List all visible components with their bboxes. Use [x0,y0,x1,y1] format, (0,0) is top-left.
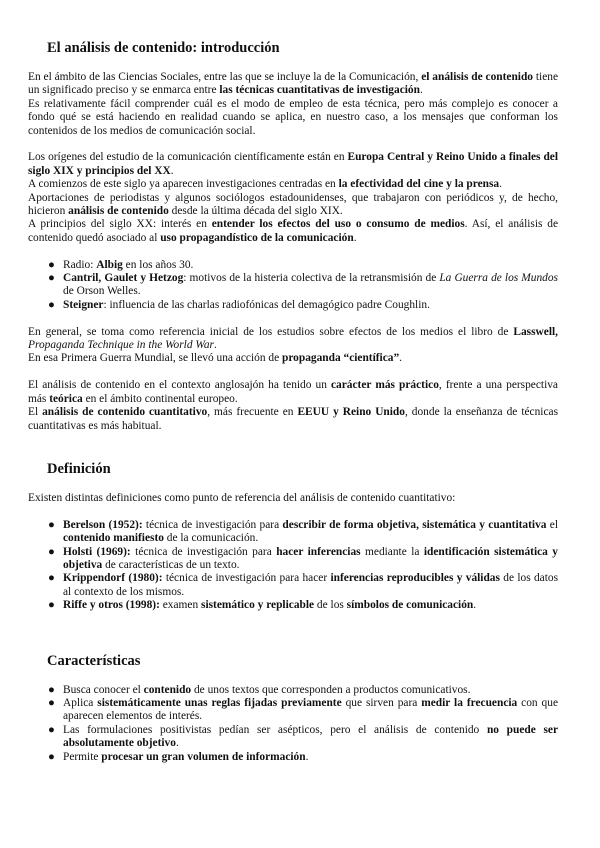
list-item: ● Berelson (1952): técnica de investigación para describir de forma objetiva, sistemática y cuantitativa el contenido manifiesto de la comunicación. [48,518,558,545]
section-title-definicion: Definición [47,460,111,477]
intro-paragraph-6: A principios del siglo XX: interés en entender los efectos del uso o consumo de medios. Así, el análisis de contenido quedó asociado al uso propagandístico de la comunicación. [28,218,559,244]
list-item: ● Radio: Albig en los años 30. [48,258,194,271]
bullet-icon: ● [48,572,55,585]
list-item: ● Cantril, Gaulet y Hetzog: motivos de la histeria colectiva de la retransmisión de La Guerra de los Mundos de Orson Welles. [48,272,558,298]
caracteristicas-list [28,684,558,764]
list-item: ● Krippendorf (1980): técnica de investigación para hacer inferencias reproducibles y válidas de los datos al contexto de los mismos. [48,572,559,598]
intro-paragraph-2: Es relativamente fácil comprender cuál es el modo de empleo de esta técnica, pero más complejo es conocer a fondo qué se está haciendo en realidad cuando se aplica, en nuestro caso, a los mensajes que conforman los contenidos de los medios de comunicación social. [28,97,558,137]
list-item: ● Steigner: influencia de las charlas radiofónicas del demagógico padre Coughlin. [48,298,430,311]
definicion-paragraph-1: Existen distintas definiciones como punto de referencia del análisis de contenido cuantitativo: [28,491,456,504]
intro-paragraph-7: En general, se toma como referencia inicial de los estudios sobre efectos de los medios el libro de Lasswell, Propaganda Technique in the World War. [28,325,558,352]
intro-paragraph-9: El análisis de contenido en el contexto anglosajón ha tenido un carácter más práctico, frente a una perspectiva más teórica en el ámbito continental europeo. [28,379,558,405]
intro-media-list [28,259,558,313]
intro-paragraph-5: Aportaciones de periodistas y algunos sociólogos estadounidenses, que trabajaron con periódicos y, de hecho, hicieron análisis de contenido desde la última década del siglo XIX. [28,191,558,218]
bullet-icon: ● [48,298,55,311]
intro-paragraph-10: El análisis de contenido cuantitativo, más frecuente en EEUU y Reino Unido, donde la enseñanza de técnicas cuantitativas es más habitual. [28,406,558,432]
bullet-icon: ● [48,258,55,271]
list-item: ● Holsti (1969): técnica de investigación para hacer inferencias mediante la identificación sistemática y objetiva de características de un texto. [48,545,558,571]
list-item: ● Las formulaciones positivistas pedían ser asépticos, pero el análisis de contenido no puede ser absolutamente objetivo. [48,723,558,750]
bullet-icon: ● [48,545,55,558]
list-item: ● Permite procesar un gran volumen de información. [48,750,309,763]
bullet-icon: ● [48,518,55,531]
bullet-icon: ● [48,272,55,285]
bullet-icon: ● [48,696,55,709]
intro-paragraph-4: A comienzos de este siglo ya aparecen investigaciones centradas en la efectividad del cine y la prensa. [28,178,502,191]
bullet-icon: ● [48,750,55,763]
intro-paragraph-1: En el ámbito de las Ciencias Sociales, entre las que se incluye la de la Comunicación, el análisis de contenido tiene un significado preciso y se enmarca entre las técnicas cuantitativas de investigación. [28,71,559,97]
definicion-list [28,519,558,613]
list-item: ● Busca conocer el contenido de unos textos que corresponden a productos comunicativos. [48,683,471,696]
list-item: ● Aplica sistemáticamente unas reglas fijadas previamente que sirven para medir la frecuencia con que aparecen elementos de interés. [48,696,558,723]
list-item: ● Riffe y otros (1998): examen sistemático y replicable de los símbolos de comunicación. [48,599,477,612]
intro-paragraph-3: Los orígenes del estudio de la comunicación científicamente están en Europa Central y Reino Unido a finales del siglo XIX y principios del XX. [28,151,559,177]
section-title-caracteristicas: Características [47,652,141,669]
bullet-icon: ● [48,683,55,696]
bullet-icon: ● [48,723,55,736]
bullet-icon: ● [48,599,55,612]
intro-paragraph-8: En esa Primera Guerra Mundial, se llevó una acción de propaganda “científica”. [28,352,403,365]
section-title-intro: El análisis de contenido: introducción [47,40,280,56]
